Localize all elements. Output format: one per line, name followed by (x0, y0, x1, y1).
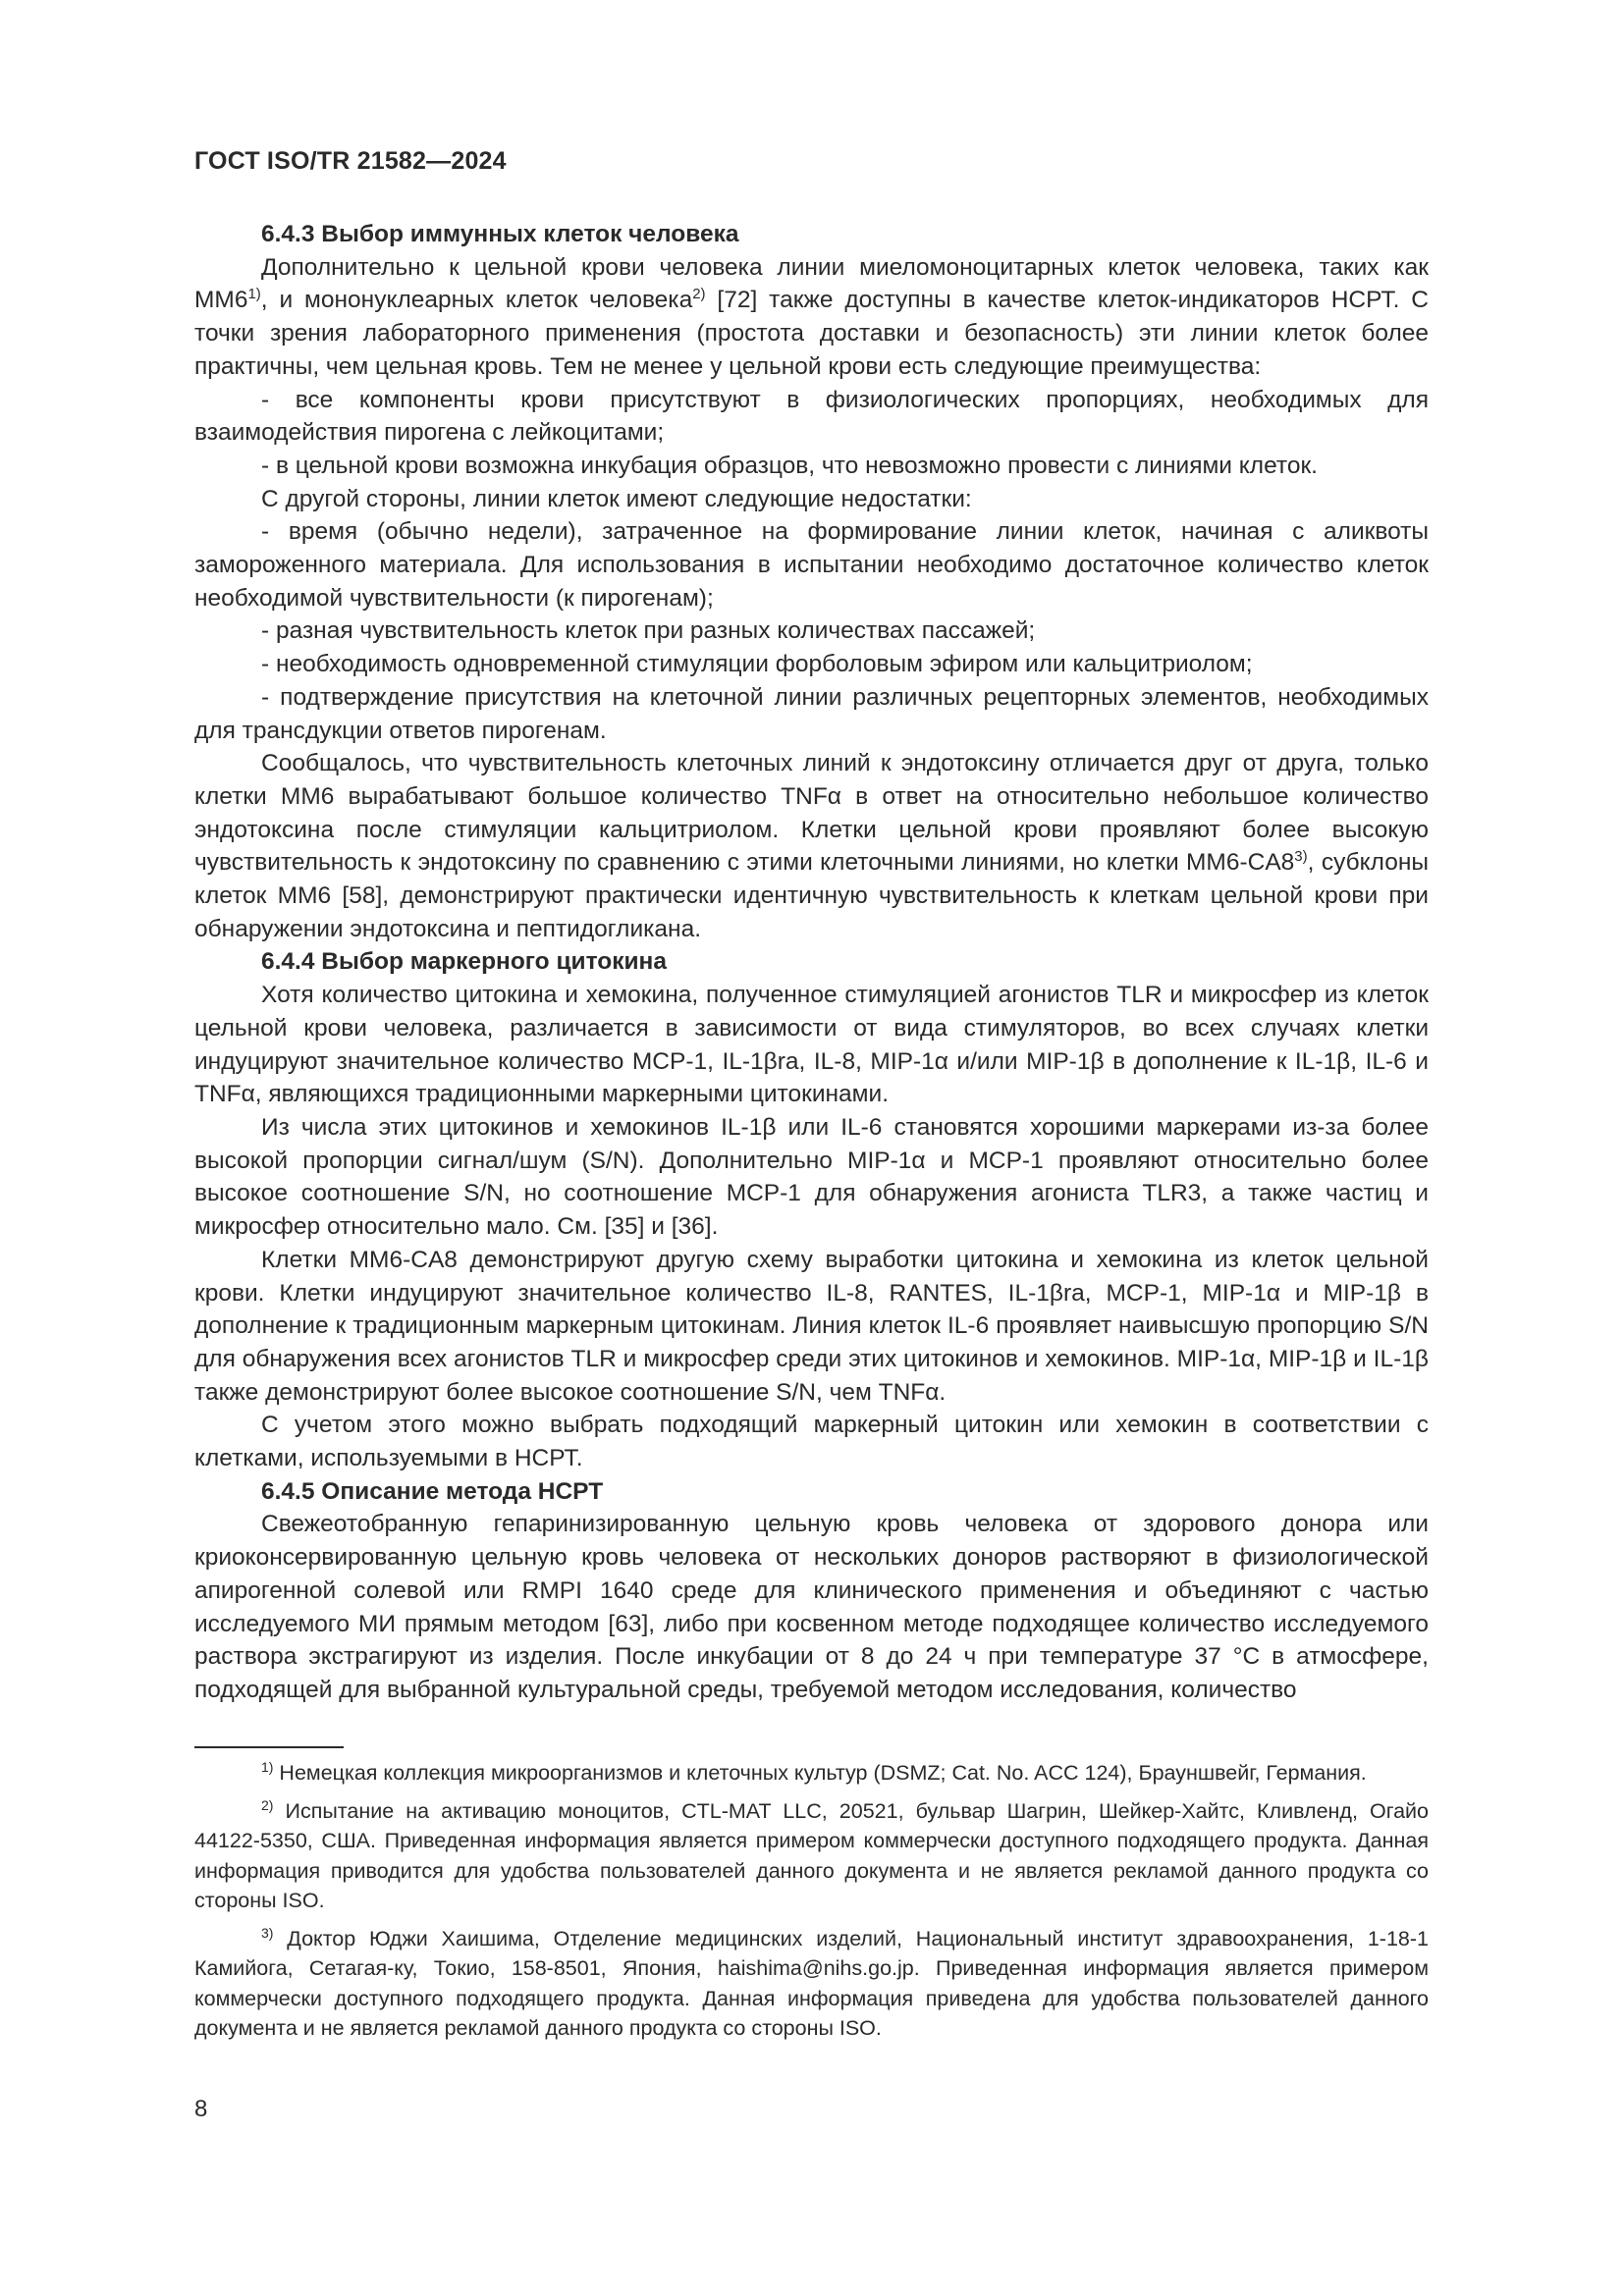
paragraph: Из числа этих цитокинов и хемокинов IL-1β или IL-6 становятся хорошими маркерами из-за более высокой пропорции сигнал/шум (S/N). Дополнительно MIP-1α и MCP-1 проявляют относительно более высокое соотношение S/N, но соотношение MCP-1 для обнаружения агониста TLR3, а также частиц и микросфер относительно мало. См. [35] и [36]. (194, 1113, 1429, 1241)
footnote-ref[interactable]: 2) (692, 286, 706, 303)
paragraph-text: Дополнительно к цельной крови человека линии миеломоноцитарных клеток человека, таких как ММ6 (194, 253, 1429, 314)
document-header: ГОСТ ISO/TR 21582—2024 (194, 147, 507, 175)
footnote (194, 1924, 1429, 2044)
paragraph-text: , субклоны клеток ММ6 [58], демонстрируют практически идентичную чувствительность к клеткам цельной крови при обнаружении эндотоксина и пептидогликана. (194, 849, 1429, 942)
footnote (194, 1758, 1429, 1789)
paragraph-text: , и мононуклеарных клеток человека (260, 287, 693, 314)
list-item: - все компоненты крови присутствуют в физиологических пропорциях, необходимых для взаимодействия пирогена с лейкоцитами; (194, 384, 1429, 450)
list-item: - разная чувствительность клеток при разных количествах пассажей; (194, 614, 1429, 648)
section-heading-6-4-3: 6.4.3 Выбор иммунных клеток человека (261, 221, 739, 247)
list-item: - время (обычно недели), затраченное на формирование линии клеток, начиная с аликвоты замороженного материала. Для использования в испытании необходимо достаточное количество клеток необходимой чувствительности (к пирогенам); (194, 515, 1429, 614)
footnote-text: Доктор Юджи Хаишима, Отделение медицинских изделий, Национальный институт здравоохранения, 1-18-1 Камийога, Сетагая-ку, Токио, 158-8501, Япония, haishima@nihs.go.jp. Приведенная информация является примером коммерчески доступного подходящего продукта. Данная информация приведена для удобства пользователей данного документа и не является рекламой данного продукта со стороны ISO. (194, 1926, 1429, 2040)
paragraph: С другой стороны, линии клеток имеют следующие недостатки: (261, 485, 972, 512)
footnote (194, 1796, 1429, 1916)
list-item: - подтверждение присутствия на клеточной линии различных рецепторных элементов, необходимых для трансдукции ответов пирогенам. (194, 681, 1429, 747)
paragraph: Хотя количество цитокина и хемокина, полученное стимуляцией агонистов TLR и микросфер из клеток цельной крови человека, различается в зависимости от вида стимуляторов, во всех случаях клетки индуцируют значительное количество MCP-1, IL-1βra, IL-8, MIP-1α и/или MIP-1β в дополнение к IL-1β, IL-6 и TNFα, являющихся традиционными маркерными цитокинами. (194, 982, 1429, 1108)
paragraph: Клетки ММ6-CA8 демонстрируют другую схему выработки цитокина и хемокина из клеток цельной крови. Клетки индуцируют значительное количество IL-8, RANTES, IL-1βra, MCP-1, MIP-1α и MIP-1β в дополнение к традиционным маркерным цитокинам. Линия клеток IL-6 проявляет наивысшую пропорцию S/N для обнаружения всех агонистов TLR и микросфер среди этих цитокинов и хемокинов. MIP-1α, MIP-1β и IL-1β также демонстрируют более высокое соотношение S/N, чем TNFα. (194, 1246, 1429, 1406)
section-heading-6-4-4: 6.4.4 Выбор маркерного цитокина (261, 948, 667, 976)
list-item: - в цельной крови возможна инкубация образцов, что невозможно провести с линиями клеток. (194, 450, 1429, 483)
paragraph-text: Сообщалось, что чувствительность клеточных линий к эндотоксину отличается друг от друга, только клетки ММ6 вырабатывают большое количество TNFα в ответ на относительно небольшое количество эндотоксина после стимуляции кальцитриолом. Клетки цельной крови проявляют более высокую чувствительность к эндотоксину по сравнению с этими клеточными линиями, но клетки ММ6-CA8 (194, 750, 1429, 877)
footnote-ref[interactable]: 3) (1294, 848, 1308, 866)
paragraph: С учетом этого можно выбрать подходящий маркерный цитокин или хемокин в соответствии с клетками, используемыми в НСРТ. (194, 1412, 1429, 1472)
paragraph-text: [72] также доступны в качестве клеток-индикаторов НСРТ. С точки зрения лабораторного применения (простота доставки и безопасность) эти линии клеток более практичны, чем цельная кровь. Тем не менее у цельной крови есть следующие преимущества: (194, 287, 1429, 380)
advantages-list (194, 384, 1429, 483)
paragraph (194, 251, 1429, 384)
list-item: - необходимость одновременной стимуляции форболовым эфиром или кальцитриолом; (194, 648, 1429, 681)
footnote-marker: 3) (261, 1924, 274, 1941)
footnotes (194, 1758, 1429, 2052)
paragraph: Свежеотобранную гепаринизированную цельную кровь человека от здорового донора или криоконсервированную цельную кровь человека от нескольких доноров растворяют в физиологической апирогенной солевой или RMPI 1640 среде для клинического применения и объединяют с частью исследуемого МИ прямым методом [63], либо при косвенном методе подходящее количество исследуемого раствора экстрагируют из изделия. После инкубации от 8 до 24 ч при температуре 37 °С в атмосфере, подходящей для выбранной культуральной среды, требуемой методом исследования, количество (194, 1511, 1429, 1703)
footnote-text: Испытание на активацию моноцитов, CTL-MAT LLC, 20521, бульвар Шагрин, Шейкер-Хайтс, Кливленд, Огайо 44122-5350, США. Приведенная информация является примером коммерчески доступного подходящего продукта. Данная информация приводится для удобства пользователей данного документа и не является рекламой данного продукта со стороны ISO. (194, 1798, 1429, 1912)
document-body (194, 218, 1429, 1707)
section-heading-6-4-5: 6.4.5 Описание метода НСРТ (261, 1477, 604, 1505)
footnote-marker: 2) (261, 1796, 274, 1813)
footnote-marker: 1) (261, 1759, 274, 1775)
disadvantages-list (194, 515, 1429, 747)
footnote-text: Немецкая коллекция микроорганизмов и клеточных культур (DSMZ; Cat. No. ACC 124), Брауншвейг, Германия. (273, 1761, 1367, 1785)
footnote-ref[interactable]: 1) (247, 286, 261, 303)
paragraph (194, 747, 1429, 945)
page-number: 8 (194, 2096, 208, 2122)
footnote-separator (194, 1746, 344, 1748)
